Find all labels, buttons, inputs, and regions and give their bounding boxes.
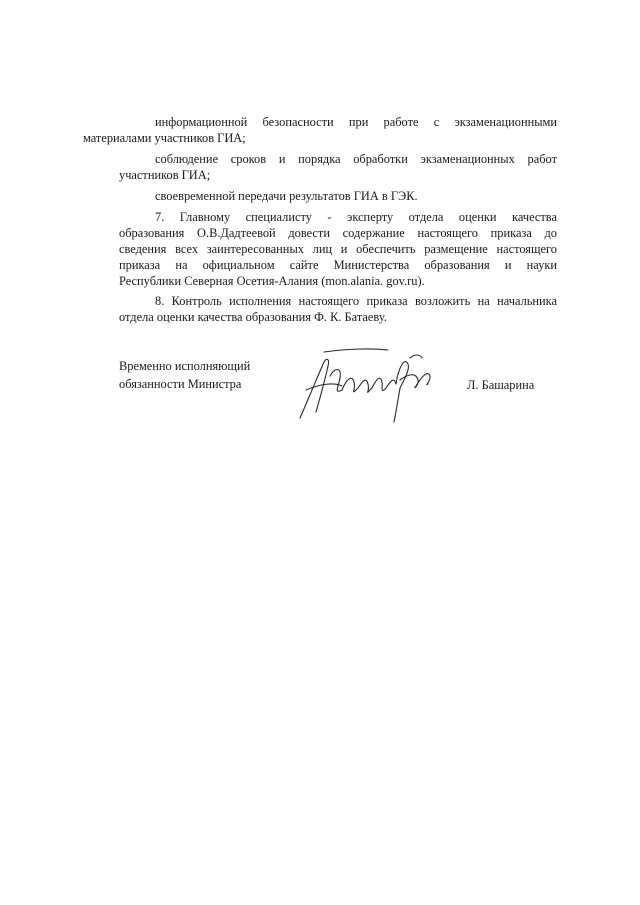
signatory-name: Л. Башарина [467, 378, 535, 392]
text-line: соблюдение сроков и порядка обработки экзаменационных работ [155, 152, 557, 166]
paragraph-deadlines [119, 151, 557, 183]
position-line: Временно исполняющий [119, 359, 251, 373]
signatory-position [119, 357, 250, 393]
text-line: своевременной передачи результатов ГИА в ГЭК. [155, 189, 418, 203]
text-line: приказа на официальном сайте Министерства образования и науки [119, 258, 557, 272]
position-line: обязанности Министра [119, 377, 242, 391]
paragraph-item-7 [119, 209, 557, 289]
text-line: участников ГИА; [119, 168, 211, 182]
paragraph-info-security [83, 114, 557, 146]
paragraph-item-8 [119, 293, 557, 325]
handwritten-signature [290, 340, 450, 430]
paragraph-results-transfer [119, 188, 557, 204]
text-line: информационной безопасности при работе с экзаменационными [155, 115, 557, 129]
text-line: образования О.В.Дадтеевой довести содержание настоящего приказа до [119, 226, 557, 240]
text-line: Республики Северная Осетия-Алания (mon.alania. gov.ru). [119, 274, 425, 288]
document-body [83, 114, 557, 330]
text-line: отдела оценки качества образования Ф. К. Батаеву. [119, 310, 387, 324]
text-line: 7. Главному специалисту - эксперту отдела оценки качества [155, 210, 557, 224]
text-line: материалами участников ГИА; [83, 131, 246, 145]
text-line: сведения всех заинтересованных лиц и обеспечить размещение настоящего [119, 242, 557, 256]
text-line: 8. Контроль исполнения настоящего приказа возложить на начальника [155, 294, 557, 308]
